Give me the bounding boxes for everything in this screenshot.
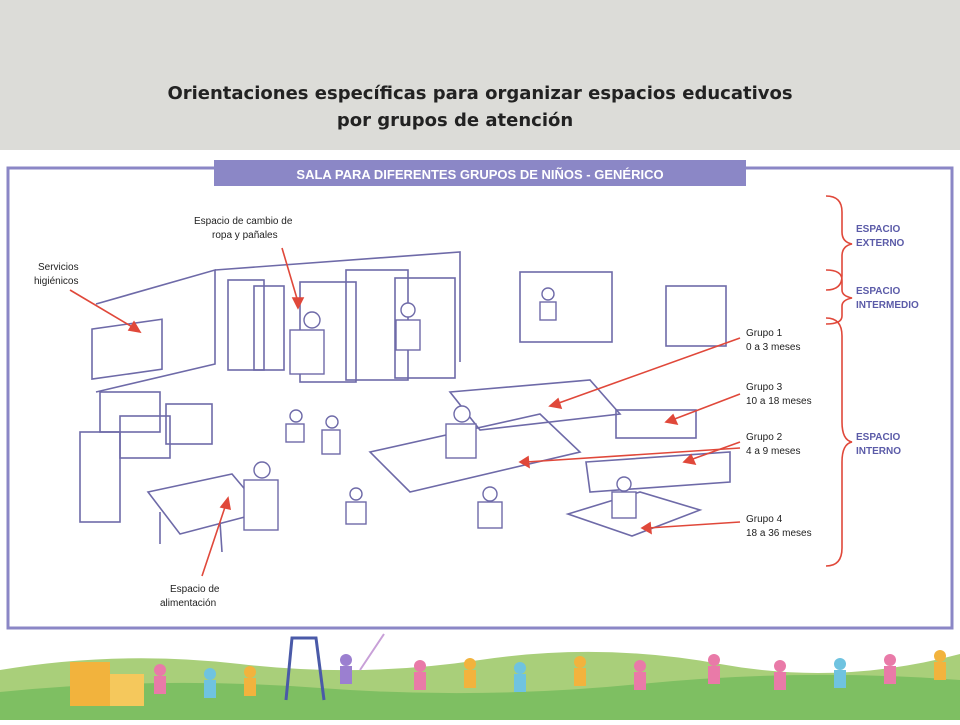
group-4-name: Grupo 4: [746, 514, 783, 525]
slide-title: [0, 80, 960, 134]
label-alimentacion-line2: alimentación: [160, 598, 217, 609]
group-2-name: Grupo 2: [746, 432, 783, 443]
slide-title-line2: por grupos de atención: [336, 110, 574, 131]
label-cambio-line2: ropa y pañales: [212, 230, 278, 241]
pointer-arrows: [70, 248, 740, 576]
group-1-range: 0 a 3 meses: [746, 342, 801, 353]
kids-playground-illustration: [0, 630, 960, 720]
space-intermedio-line1: ESPACIO: [856, 286, 901, 297]
decorative-kids-banner: [0, 630, 960, 720]
space-externo-line1: ESPACIO: [856, 224, 901, 235]
group-3-name: Grupo 3: [746, 382, 783, 393]
slide-header: [0, 0, 960, 150]
slide-title-line1: Orientaciones específicas para organizar espacios educativos: [167, 83, 793, 104]
diagram-banner-title: SALA PARA DIFERENTES GRUPOS DE NIÑOS - GENÉRICO: [296, 167, 664, 182]
group-2-range: 4 a 9 meses: [746, 446, 801, 457]
space-externo-line2: EXTERNO: [856, 238, 905, 249]
people-line-art: [244, 288, 636, 530]
label-cambio-line1: Espacio de cambio de: [194, 216, 293, 227]
space-interno-line1: ESPACIO: [856, 432, 901, 443]
group-1-name: Grupo 1: [746, 328, 783, 339]
classroom-illustration: [0, 152, 960, 632]
group-3-range: 10 a 18 meses: [746, 396, 812, 407]
space-brackets: [826, 196, 852, 566]
space-intermedio-line2: INTERMEDIO: [856, 300, 919, 311]
label-servicios-line1: Servicios: [38, 262, 79, 273]
classroom-diagram: [0, 152, 960, 632]
group-4-range: 18 a 36 meses: [746, 528, 812, 539]
space-interno-line2: INTERNO: [856, 446, 901, 457]
label-servicios-line2: higiénicos: [34, 276, 79, 287]
label-alimentacion-line1: Espacio de: [170, 584, 220, 595]
